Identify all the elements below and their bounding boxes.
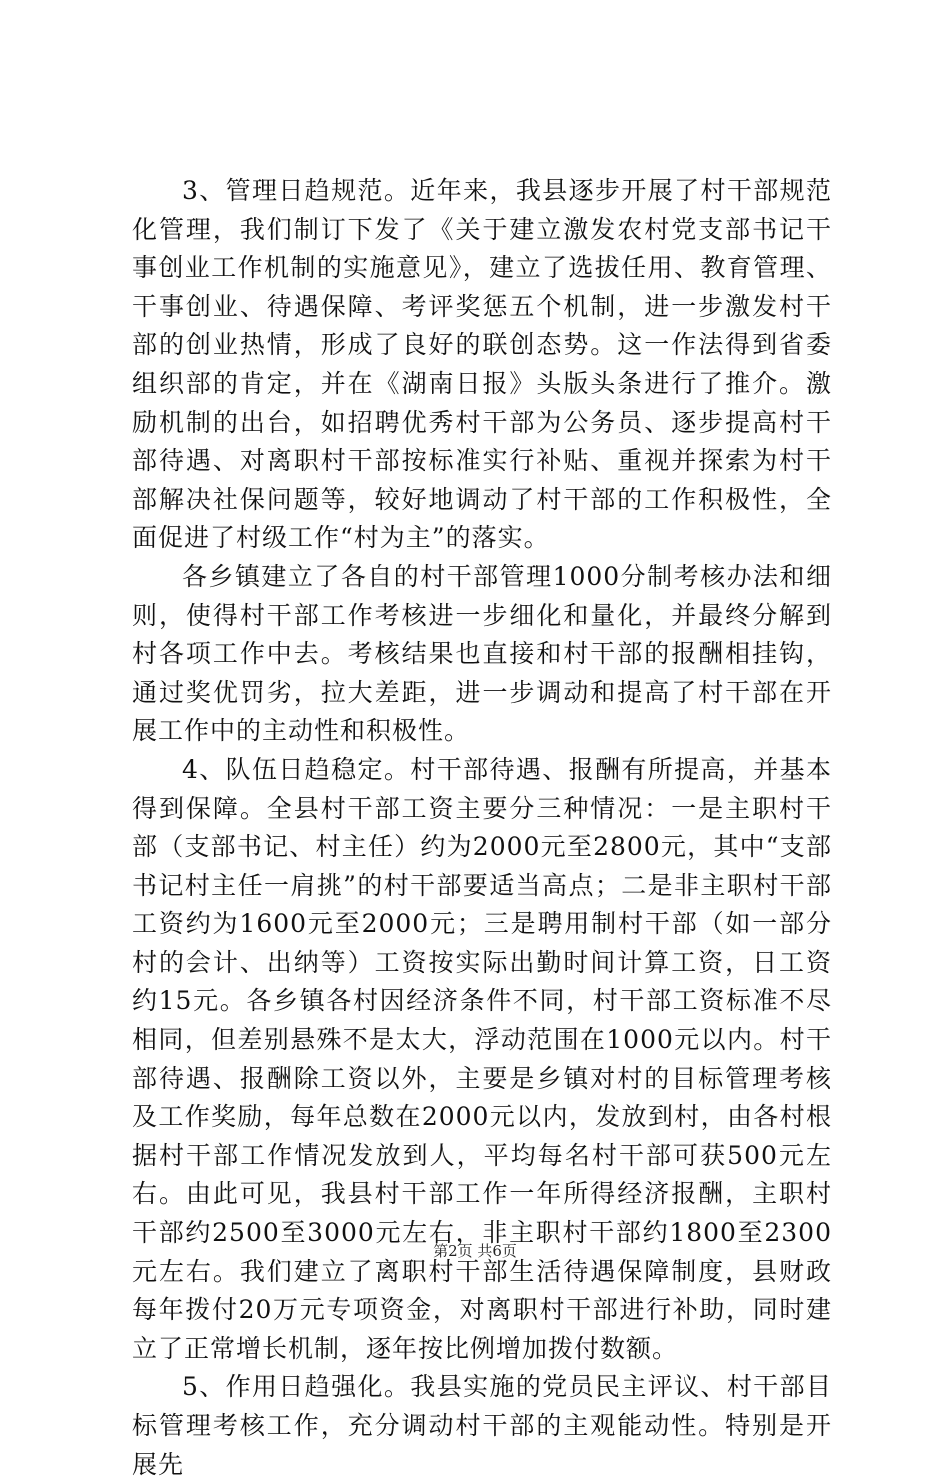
paragraph-team-stability: 4、队伍日趋稳定。村干部待遇、报酬有所提高，并基本得到保障。全县村干部工资主要分三种情况：一是主职村干部（支部书记、村主任）约为2000元至2800元，其中“支部书记村主任一肩挑”的村干部要适当高点；二是非主职村干部工资约为1600元至2000元；三是聘用制村干部（如一部分村的会计、出纳等）工资按实际出勤时间计算工资，日工资约15元。各乡镇各村因经济条件不同，村干部工资标准不尽相同，但差别悬殊不是太大，浮动范围在1000元以内。村干部待遇、报酬除工资以外，主要是乡镇对村的目标管理考核及工作奖励，每年总数在2000元以内，发放到村，由各村根据村干部工作情况发放到人，平均每名村干部可获500元左右。由此可见，我县村干部工作一年所得经济报酬，主职村干部约2500至3000元左右，非主职村干部约1800至2300元左右。我们建立了离职村干部生活待遇保障制度，县财政每年拨付20万元专项资金，对离职村干部进行补助，同时建立了正常增长机制，逐年按比例增加拨付数额。 (132, 754, 832, 1363)
paragraph-management-standardization: 3、管理日趋规范。近年来，我县逐步开展了村干部规范化管理，我们制订下发了《关于建立激发农村党支部书记干事创业工作机制的实施意见》，建立了选拔任用、教育管理、干事创业、待遇保障、考评奖惩五个机制，进一步激发村干部的创业热情，形成了良好的联创态势。这一作法得到省委组织部的肯定，并在《湖南日报》头版头条进行了推介。激励机制的出台，如招聘优秀村干部为公务员、逐步提高村干部待遇、对离职村干部按标准实行补贴、重视并探索为村干部解决社保问题等，较好地调动了村干部的工作积极性，全面促进了村级工作“村为主”的落实。 (132, 176, 832, 553)
paragraph-township-assessment: 各乡镇建立了各自的村干部管理1000分制考核办法和细则，使得村干部工作考核进一步细化和量化，并最终分解到村各项工作中去。考核结果也直接和村干部的报酬相挂钩，通过奖优罚劣，拉大差距，进一步调动和提高了村干部在开展工作中的主动性和积极性。 (132, 561, 832, 746)
paragraph-role-strengthening: 5、作用日趋强化。我县实施的党员民主评议、村干部目标管理考核工作，充分调动村干部的主观能动性。特别是开展先 (132, 1372, 832, 1479)
document-body (132, 172, 832, 1484)
page-number-footer: 第2页 共6页 (433, 1242, 517, 1260)
